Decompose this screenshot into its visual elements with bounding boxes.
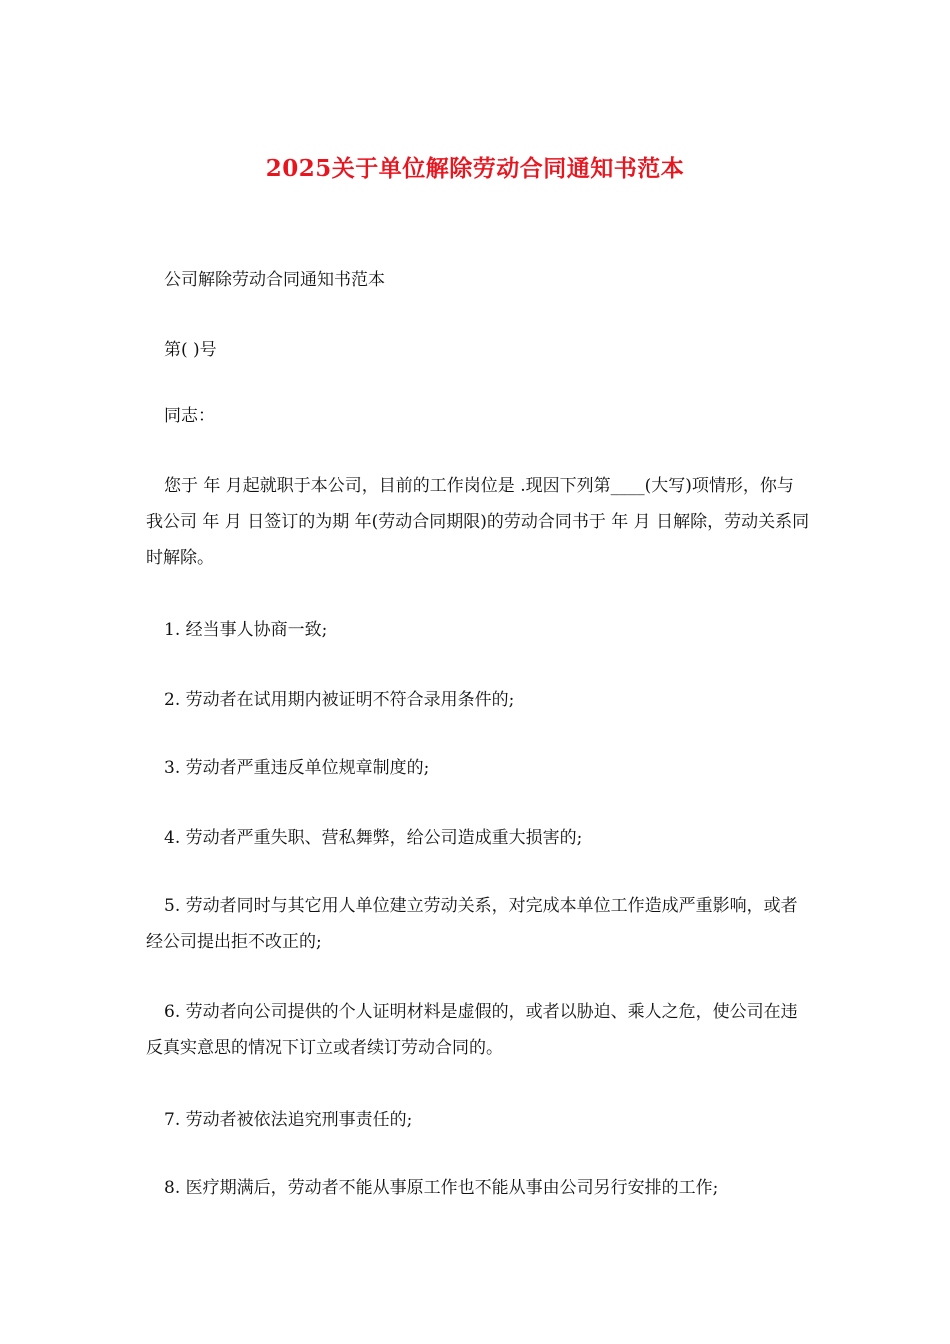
list-item-5: 5. 劳动者同时与其它用人单位建立劳动关系，对完成本单位工作造成严重影响，或者经公司提出拒不改正的;	[146, 896, 798, 952]
document-title: 2025关于单位解除劳动合同通知书范本	[265, 155, 685, 182]
list-item-3: 3. 劳动者严重违反单位规章制度的;	[164, 758, 430, 778]
list-item-2: 2. 劳动者在试用期内被证明不符合录用条件的;	[164, 690, 515, 710]
body-paragraph: 您于 年 月起就职于本公司，目前的工作岗位是 .现因下列第____(大写)项情形，你与我公司 年 月 日签订的为期 年(劳动合同期限)的劳动合同书于 年 月 日解除，劳动关系同时解除。	[146, 476, 810, 568]
list-item-4: 4. 劳动者严重失职、营私舞弊，给公司造成重大损害的;	[164, 828, 583, 848]
list-item-1: 1. 经当事人协商一致;	[164, 620, 328, 640]
list-item-8: 8. 医疗期满后，劳动者不能从事原工作也不能从事由公司另行安排的工作;	[164, 1178, 719, 1198]
notice-number-line: 第( )号	[164, 340, 217, 360]
list-item-6: 6. 劳动者向公司提供的个人证明材料是虚假的，或者以胁迫、乘人之危，使公司在违反真实意思的情况下订立或者续订劳动合同的。	[146, 1002, 798, 1058]
salutation: 同志：	[164, 406, 215, 426]
document-subtitle: 公司解除劳动合同通知书范本	[164, 270, 385, 290]
list-item-7: 7. 劳动者被依法追究刑事责任的;	[164, 1110, 413, 1130]
